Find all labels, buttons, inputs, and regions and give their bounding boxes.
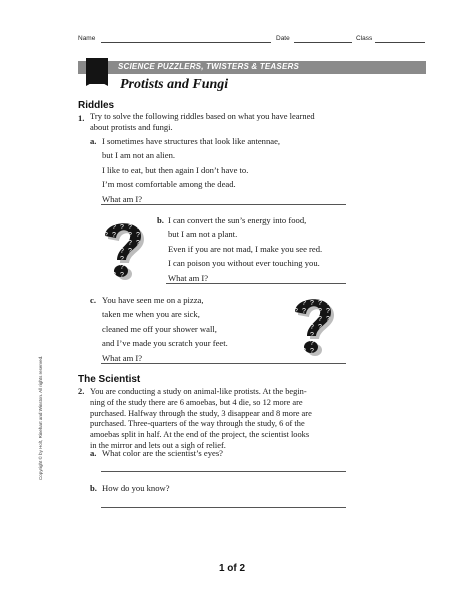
question-2a-label: a. <box>90 448 97 458</box>
riddle-line: What am I? <box>102 352 143 363</box>
paragraph-line: You are conducting a study on animal-like protists. At the begin- <box>90 387 307 396</box>
date-label: Date <box>276 35 290 42</box>
page-title: Protists and Fungi <box>120 77 229 92</box>
riddle-line: Even if you are not mad, I make you see red. <box>168 243 323 254</box>
question-2a-answer-line[interactable] <box>101 471 346 472</box>
riddle-line: What am I? <box>102 193 143 204</box>
date-field-line[interactable] <box>294 42 352 43</box>
paragraph-line: ning of the study there are 6 amoebas, but 4 die, so 12 more are <box>90 397 303 407</box>
riddle-b-text <box>168 213 322 285</box>
question-2b-label: b. <box>90 483 97 493</box>
page-indicator: 1 of 2 <box>218 563 246 574</box>
paragraph-line: purchased. Halfway through the study, 3 disappear and 8 more are <box>90 408 312 418</box>
riddles-heading: Riddles <box>78 100 115 111</box>
question-mark-icon <box>285 290 341 360</box>
question-2b-text: How do you know? <box>102 483 170 493</box>
intro-line: about protists and fungi. <box>90 121 173 132</box>
riddle-line: I sometimes have structures that look like antennae, <box>102 136 281 146</box>
paragraph-line: amoebas split in half. At the end of the project, the scientist looks <box>90 430 310 440</box>
question-mark-icon <box>95 214 151 284</box>
question-1-number: 1. <box>78 113 85 123</box>
paragraph-line: purchased. Three-quarters of the way through the study, 6 of the <box>90 419 305 429</box>
riddle-line: You have seen me on a pizza, <box>102 295 204 305</box>
riddle-c-answer-line[interactable] <box>101 363 346 364</box>
class-field-line[interactable] <box>375 42 425 43</box>
question-2a-text: What color are the scientist’s eyes? <box>102 448 223 458</box>
copyright-notice: Copyright © by Holt, Rinehart and Winston. All rights reserved. <box>38 355 43 480</box>
riddle-line: cleaned me off your shower wall, <box>102 323 217 334</box>
riddle-b-label: b. <box>157 215 164 225</box>
name-label: Name <box>78 35 96 42</box>
riddle-a-answer-line[interactable] <box>101 204 346 205</box>
class-label: Class <box>356 35 373 42</box>
scientist-heading: The Scientist <box>78 374 141 385</box>
riddle-line: I can poison you without ever touching you. <box>168 258 320 269</box>
riddle-line: I’m most comfortable among the dead. <box>102 179 236 190</box>
intro-line: Try to solve the following riddles based on what you have learned <box>90 111 315 121</box>
banner-text: SCIENCE PUZZLERS, TWISTERS & TEASERS <box>118 62 299 71</box>
question-1-intro <box>90 111 315 132</box>
riddle-c-label: c. <box>90 295 96 305</box>
question-2-number: 2. <box>78 387 85 396</box>
riddle-line: I like to eat, but then again I don’t have to. <box>102 164 249 175</box>
riddle-a-label: a. <box>90 136 97 146</box>
riddle-a-text <box>102 134 280 206</box>
riddle-line: taken me when you are sick, <box>102 309 200 320</box>
question-2-paragraph <box>90 387 312 452</box>
riddle-line: but I am not an alien. <box>102 150 176 161</box>
riddle-line: but I am not a plant. <box>168 229 238 240</box>
riddle-line: and I’ve made you scratch your feet. <box>102 338 228 349</box>
riddle-c-text <box>102 293 228 365</box>
banner-tab-notch <box>86 80 108 86</box>
name-field-line[interactable] <box>101 42 271 43</box>
riddle-line: What am I? <box>168 272 209 283</box>
riddle-b-answer-line[interactable] <box>166 283 346 284</box>
paragraph-line: in the mirror and lets out a sigh of relief. <box>90 440 226 450</box>
question-2b-answer-line[interactable] <box>101 507 346 508</box>
riddle-line: I can convert the sun’s energy into food, <box>168 215 307 225</box>
